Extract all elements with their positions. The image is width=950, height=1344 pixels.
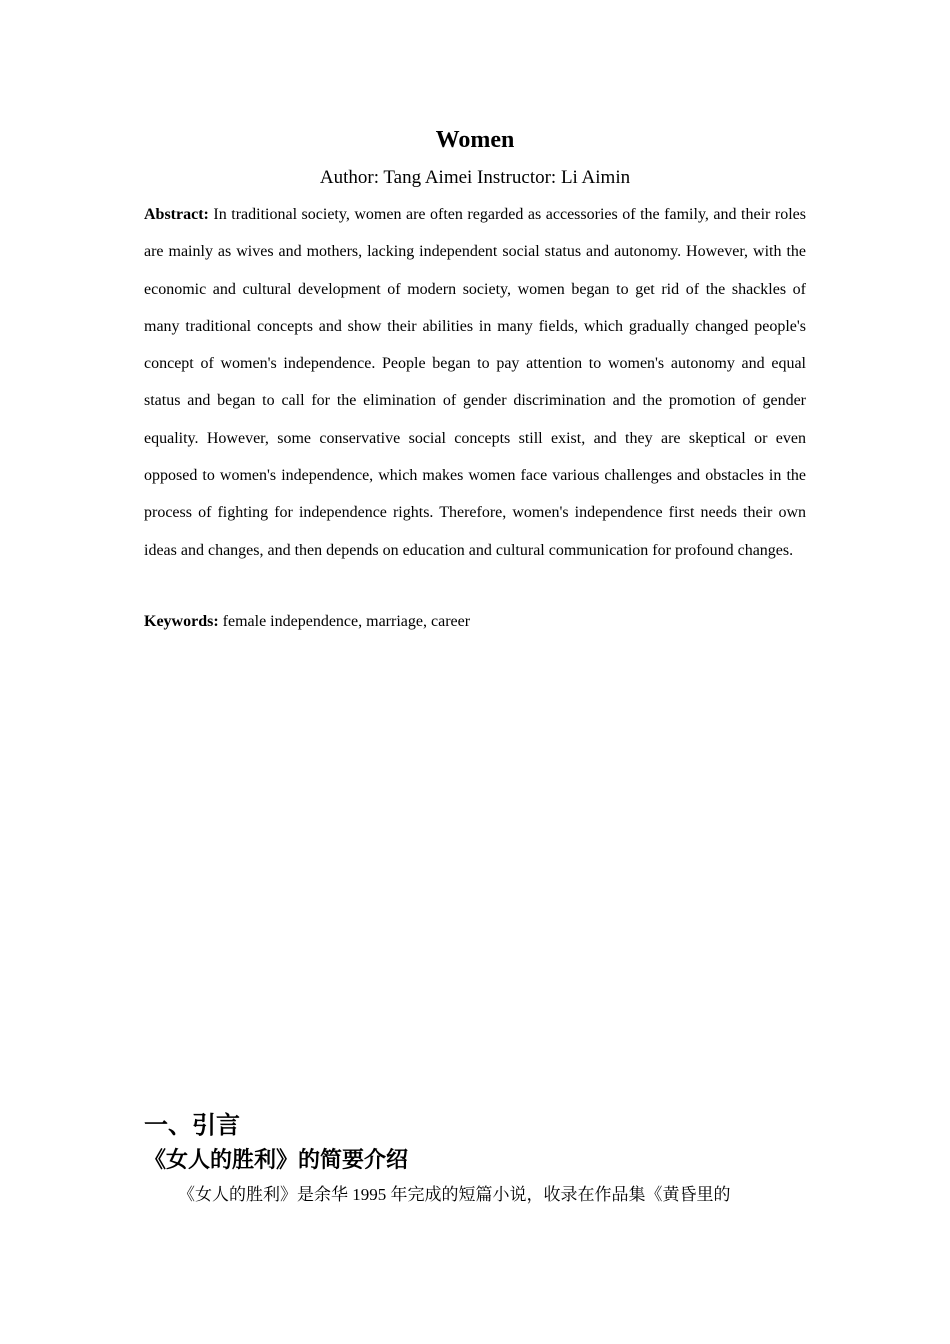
section-heading: 一、引言	[144, 1111, 240, 1139]
document-title: Women	[435, 127, 515, 153]
keywords-text: female independence, marriage, career	[222, 613, 471, 630]
abstract-label: Abstract:	[144, 206, 209, 223]
keywords-label: Keywords:	[144, 613, 219, 630]
subsection-heading: 《女人的胜利》的简要介绍	[144, 1148, 409, 1173]
body-paragraph: 《女人的胜利》是余华 1995 年完成的短篇小说，收录在作品集《黄昏里的	[178, 1185, 731, 1204]
keywords-paragraph	[144, 609, 806, 635]
abstract-paragraph	[144, 196, 806, 569]
author-line: Author: Tang Aimei Instructor: Li Aimin	[319, 167, 631, 188]
abstract-text: In traditional society, women are often regarded as accessories of the family, and their roles are mainly as wives and mothers, lacking independent social status and autonomy. However, with the economic and cultural development of modern society, women began to get rid of the shackles of many traditional concepts and show their abilities in many fields, which gradually changed people's concept of women's independence. People began to pay attention to women's autonomy and equal status and began to call for the elimination of gender discrimination and the promotion of gender equality. However, some conservative social concepts still exist, and they are skeptical or even opposed to women's independence, which makes women face various challenges and obstacles in the process of fighting for independence rights. Therefore, women's independence first needs their own ideas and changes, and then depends on education and cultural communication for profound changes.	[144, 206, 807, 559]
